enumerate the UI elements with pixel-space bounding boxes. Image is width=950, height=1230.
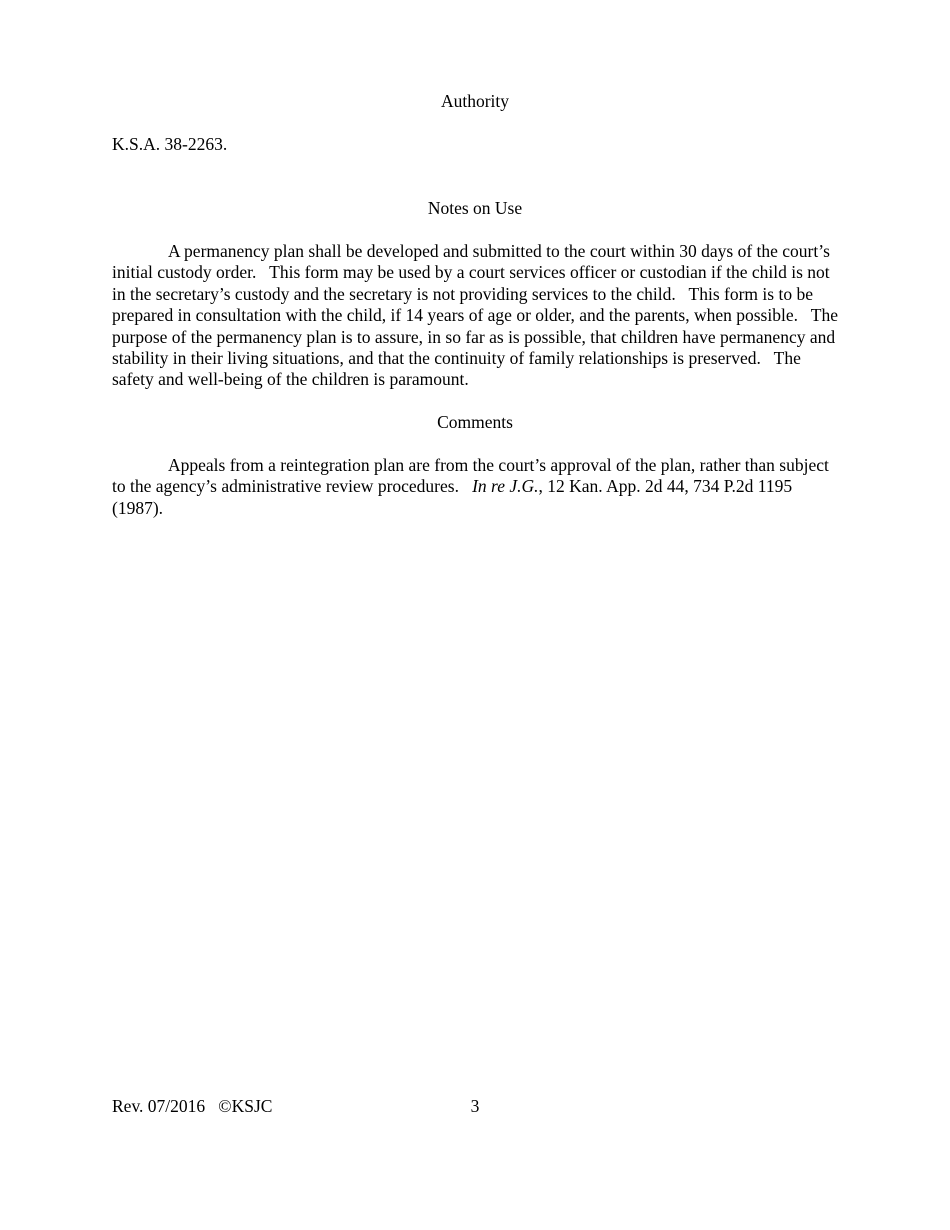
- authority-heading: Authority: [440, 91, 510, 111]
- notes-on-use-heading: Notes on Use: [427, 198, 523, 218]
- footer-revision: Rev. 07/2016 ©KSJC: [112, 1096, 273, 1116]
- notes-on-use-paragraph: [112, 241, 843, 391]
- authority-text: K.S.A. 38-2263.: [112, 134, 228, 154]
- comments-text-before-citation: Appeals from a reintegration plan are from the court’s approval of the plan, rather than subject to the agency’s administrative review procedures.: [112, 455, 834, 497]
- comments-text-after-citation: , 12 Kan. App. 2d 44, 734 P.2d 1195 (1987).: [112, 476, 793, 518]
- comments-paragraph: [112, 455, 840, 519]
- comments-heading: Comments: [437, 412, 513, 432]
- page-number: 3: [470, 1096, 480, 1116]
- case-name: In re J.G.: [472, 476, 539, 497]
- notes-on-use-text: A permanency plan shall be developed and submitted to the court within 30 days of the court’s initial custody order. This form may be used by a court services officer or custodian if the child is not in the secretary’s custody and the secretary is not providing services to the child. This form is to be prepared in consultation with the child, if 14 years of age or older, and the parents, when possible. The purpose of the permanency plan is to assure, in so far as is possible, that children have permanency and stability in their living situations, and that the continuity of family relationships is preserved. The safety and well-being of the children is paramount.: [112, 241, 843, 390]
